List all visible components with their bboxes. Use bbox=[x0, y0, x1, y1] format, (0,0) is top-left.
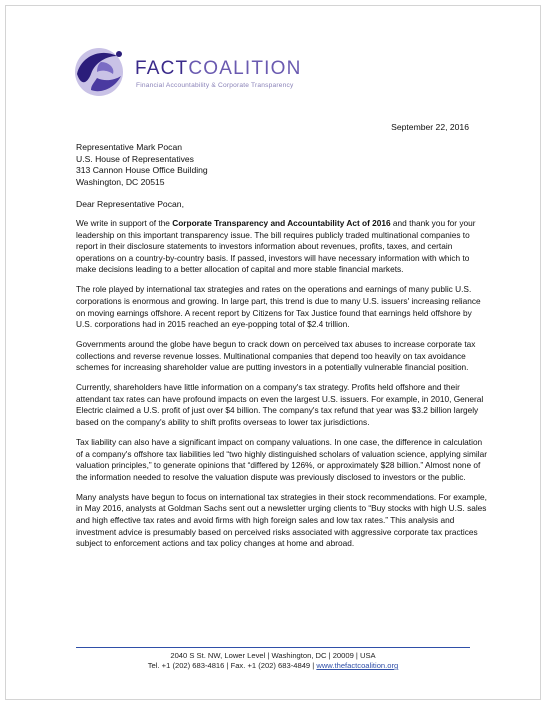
body-paragraph bbox=[76, 218, 488, 276]
body-paragraph: Tax liability can also have a significant impact on company valuations. In one case, the difference in calculation of a company's offshore tax liabilities led “two highly distinguished scholars of valuation science, applying similar valuation principles,” to generate opinions that “differed by 126%, or approximately $28 billion.” Almost none of the information needed to resolve the valuation dispute was previously disclosed to investors or the public. bbox=[76, 437, 487, 482]
logo-tagline: Financial Accountability & Corporate Transparency bbox=[136, 82, 294, 89]
salutation: Dear Representative Pocan, bbox=[76, 199, 184, 209]
logo-wordmark-coalition: COALITION bbox=[188, 58, 302, 79]
recipient-line: U.S. House of Representatives bbox=[76, 153, 194, 164]
letter-body bbox=[76, 218, 488, 558]
footer-contact bbox=[6, 661, 540, 671]
body-paragraph: Currently, shareholders have little information on a company's tax strategy. Profits held offshore and their attendant tax rates can have profound impacts on even the largest U.S. issuers. For example, in 2010, General Electric claimed a U.S. profit of just over $4 billion. The company's tax refund that year was $3.2 billion largely based on the company's ability to shift profits overseas to lower tax jurisdictions. bbox=[76, 382, 484, 428]
recipient-address bbox=[76, 142, 208, 188]
footer-phone-fax: Tel. +1 (202) 683-4816 | Fax. +1 (202) 683-4849 | bbox=[147, 661, 317, 670]
body-paragraph: Many analysts have begun to focus on international tax strategies in their stock recommendations. For example, in May 2016, analysts at Goldman Sachs sent out a newsletter urging clients to “Buy stocks with high U.S. sales and high effective tax rates and avoid firms with high foreign sales and low tax rates.” This analysis and investment advice is presumably based on perceived risks associated with aggressive corporate tax practices subject to enforcement actions and tax policy changes at home and abroad. bbox=[76, 491, 487, 549]
paragraph-text: We write in support of the bbox=[76, 218, 173, 228]
recipient-line: 313 Cannon House Office Building bbox=[76, 165, 208, 176]
footer-address: 2040 S St. NW, Lower Level | Washington, DC | 20009 | USA bbox=[170, 651, 376, 660]
body-paragraph: The role played by international tax strategies and rates on the operations and earnings of many public U.S. corporations is enormous and growing. In large part, this trend is due to many U.S. issuers' increasing reliance on moving earnings offshore. A recent report by Citizens for Tax Justice found that earnings held offshore by U.S. corporations had in 2015 reached an eye-popping total of $2.4 trillion. bbox=[76, 284, 481, 330]
website-link[interactable]: www.thefactcoalition.org bbox=[316, 661, 399, 670]
fact-coalition-logo bbox=[71, 44, 371, 99]
recipient-line: Representative Mark Pocan bbox=[76, 142, 183, 152]
logo-wordmark bbox=[135, 58, 302, 80]
logo-wordmark-fact: FACT bbox=[135, 58, 189, 79]
bill-name: Corporate Transparency and Accountability Act of 2016 bbox=[172, 218, 391, 228]
letter-page bbox=[5, 5, 541, 700]
letter-date: September 22, 2016 bbox=[391, 122, 469, 132]
fact-coalition-emblem-icon bbox=[71, 44, 129, 99]
footer-divider bbox=[76, 647, 470, 648]
letterhead-footer bbox=[6, 651, 540, 671]
paragraph-text: and thank you for your leadership on this important transparency issue. The bill requires publicly traded multinational companies to report in their disclosure statements to investors information about revenues, profits, taxes, and certain operations on a country-by-country basis. If passed, investors will have necessary information with which to make decisions leading to a better allocation of capital and more stable financial markets. bbox=[76, 218, 476, 275]
recipient-line: Washington, DC 20515 bbox=[76, 176, 165, 187]
body-paragraph: Governments around the globe have begun to crack down on perceived tax abuses to increase corporate tax collections and reverse revenue losses. Multinational companies that depend too heavily on tax avoidance schemes for increasing shareholder value are putting investors in a potentially vulnerable financial position. bbox=[76, 339, 476, 373]
